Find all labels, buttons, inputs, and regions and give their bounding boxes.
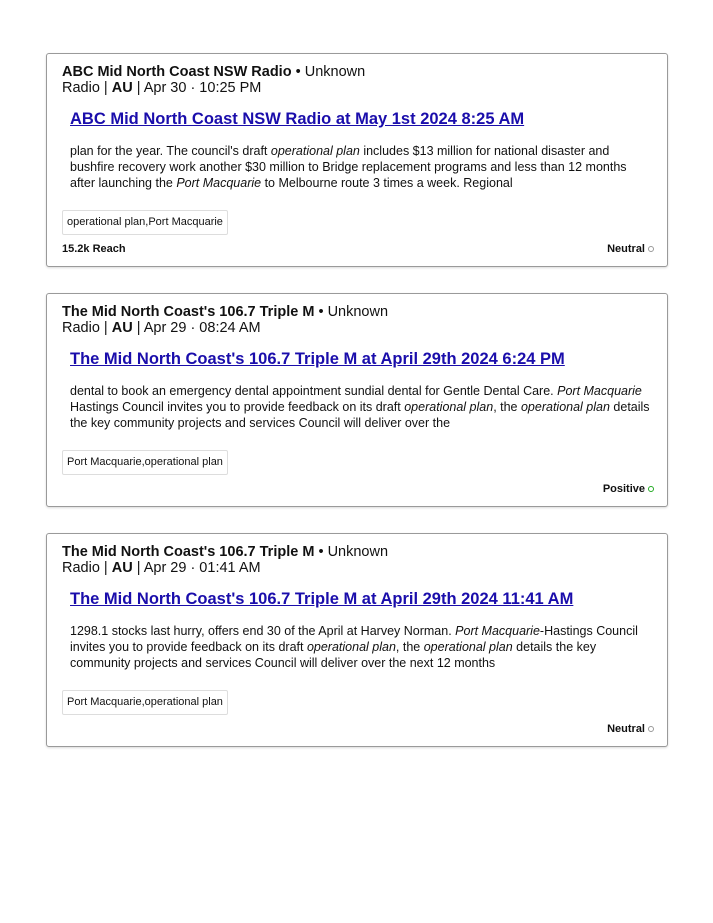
mention-card — [46, 533, 668, 747]
media-type: Radio — [62, 80, 100, 96]
tag-list: operational plan,Port Macquarie — [62, 210, 228, 235]
keyword-highlight: Port Macquarie — [176, 176, 262, 190]
media-type: Radio — [62, 320, 100, 336]
excerpt-text: plan for the year. The council's draft — [70, 144, 271, 158]
bullet-separator: • — [295, 64, 305, 80]
sentiment-label: Neutral — [607, 243, 645, 255]
author: Unknown — [304, 64, 366, 80]
keyword-highlight: operational plan — [306, 640, 396, 654]
excerpt-text: , the — [395, 640, 424, 654]
tag-list: Port Macquarie,operational plan — [62, 690, 228, 715]
excerpt-text: 1298.1 stocks last hurry, offers end 30 of the April at Harvey Norman. — [70, 624, 456, 638]
sentiment-label: Neutral — [607, 723, 645, 735]
keyword-highlight: Port Macquarie — [557, 384, 642, 398]
sentiment-badge — [603, 483, 654, 495]
card-header — [62, 304, 388, 336]
excerpt-text: details the key community projects and services Council will deliver over the next 12 months — [70, 640, 597, 670]
pipe-separator: | — [103, 80, 112, 96]
keyword-highlight: operational plan — [270, 144, 360, 158]
pipe-separator: | — [132, 320, 144, 336]
keyword-highlight: Port Macquarie — [455, 624, 540, 638]
excerpt-text: details the key community projects and services Council will deliver over the — [70, 400, 650, 430]
card-header — [62, 544, 388, 576]
country: AU — [111, 560, 133, 576]
date: Apr 30 · 10:25 PM — [143, 80, 262, 96]
pipe-separator: | — [103, 560, 112, 576]
pipe-separator: | — [103, 320, 112, 336]
country: AU — [111, 320, 133, 336]
bullet-separator: • — [318, 304, 328, 320]
sentiment-badge — [607, 243, 654, 255]
keyword-highlight: operational plan — [404, 400, 494, 414]
excerpt-text: dental to book an emergency dental appointment sundial dental for Gentle Dental Care. — [70, 384, 558, 398]
keyword-highlight: operational plan — [423, 640, 513, 654]
mention-title-link[interactable]: ABC Mid North Coast NSW Radio at May 1st 2024 8:25 AM — [70, 110, 525, 128]
date: Apr 29 · 08:24 AM — [143, 320, 261, 336]
pipe-separator: | — [132, 80, 144, 96]
neutral-dot-icon — [648, 726, 654, 732]
country: AU — [111, 80, 133, 96]
mention-card — [46, 53, 668, 267]
mention-excerpt — [70, 383, 655, 431]
author: Unknown — [327, 304, 389, 320]
mention-excerpt — [70, 143, 655, 191]
excerpt-text: includes $13 million for national disaster and bushfire recovery work another $30 million to Bridge replacement programs and less than 12 months after launching the — [70, 144, 627, 190]
excerpt-text: to Melbourne route 3 times a week. Regional — [261, 176, 513, 190]
source-name: ABC Mid North Coast NSW Radio — [62, 64, 292, 80]
tag-list: Port Macquarie,operational plan — [62, 450, 228, 475]
excerpt-text: -Hastings Council invites you to provide feedback on its draft — [70, 624, 638, 654]
source-name: The Mid North Coast's 106.7 Triple M — [62, 304, 315, 320]
mention-excerpt — [70, 623, 655, 671]
sentiment-label: Positive — [602, 483, 645, 495]
card-header — [62, 64, 365, 96]
excerpt-text: , the — [493, 400, 521, 414]
bullet-separator: • — [318, 544, 328, 560]
pipe-separator: | — [132, 560, 144, 576]
author: Unknown — [327, 544, 389, 560]
media-type: Radio — [62, 560, 100, 576]
keyword-highlight: operational plan — [520, 400, 610, 414]
excerpt-text: Hastings Council invites you to provide feedback on its draft — [70, 400, 405, 414]
reach-count: 15.2k Reach — [62, 243, 126, 255]
positive-dot-icon — [648, 486, 654, 492]
mention-title-link[interactable]: The Mid North Coast's 106.7 Triple M at April 29th 2024 6:24 PM — [70, 350, 565, 368]
source-name: The Mid North Coast's 106.7 Triple M — [62, 544, 315, 560]
neutral-dot-icon — [648, 246, 654, 252]
sentiment-badge — [607, 723, 654, 735]
date: Apr 29 · 01:41 AM — [143, 560, 261, 576]
mention-title-link[interactable]: The Mid North Coast's 106.7 Triple M at April 29th 2024 11:41 AM — [70, 590, 574, 608]
mention-card — [46, 293, 668, 507]
